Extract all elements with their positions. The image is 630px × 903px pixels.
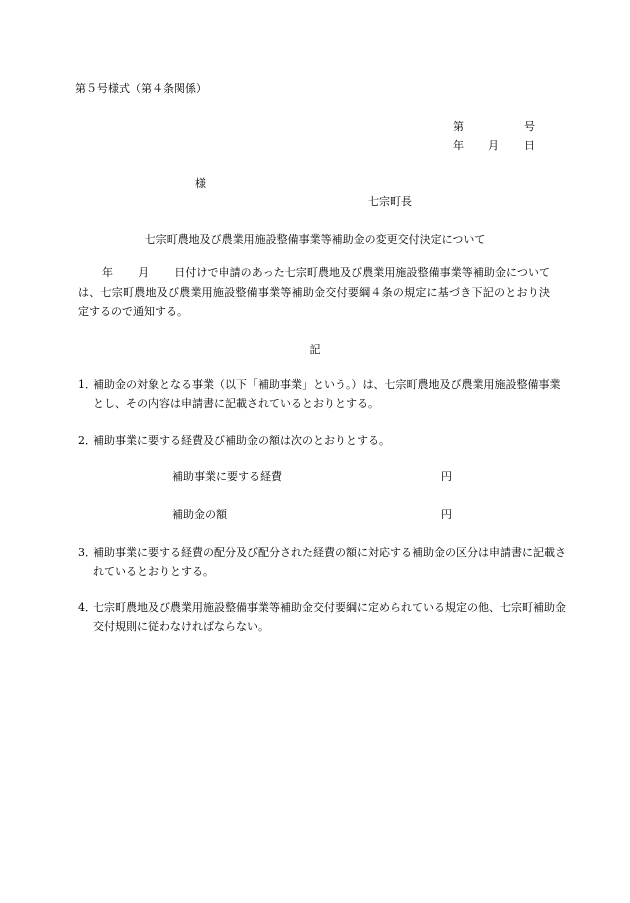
item-text: 補助事業に要する経費及び補助金の額は次のとおりとする。 [93, 434, 390, 447]
item-number: 2． [78, 434, 96, 447]
body-month: 月 [138, 266, 150, 279]
amount-label: 補助事業に要する経費 [172, 470, 282, 483]
sender: 七宗町長 [368, 195, 412, 208]
amount-label: 補助金の額 [172, 508, 227, 521]
document-number-suffix: 号 [524, 120, 535, 133]
date-day: 日 [524, 139, 535, 152]
item-number: 3． [78, 546, 96, 559]
date-month: 月 [488, 139, 499, 152]
list-item [78, 431, 571, 450]
document-title: 七宗町農地及び農業用施設整備事業等補助金の変更交付決定について [144, 233, 486, 246]
addressee: 様 [195, 177, 206, 190]
item-text: 補助事業に要する経費の配分及び配分された経費の額に対応する補助金の区分は申請書に記載されているとおりとする。 [93, 546, 566, 578]
item-text: 補助金の対象となる事業（以下「補助事業」という。）は、七宗町農地及び農業用施設整備事業とし、その内容は申請書に記載されているとおりとする。 [93, 378, 561, 410]
item-number: 1． [78, 378, 96, 391]
amount-unit: 円 [441, 508, 452, 521]
date-year: 年 [453, 139, 464, 152]
document-number-prefix: 第 [453, 120, 464, 133]
list-item [78, 598, 571, 636]
ki-heading: 記 [309, 343, 321, 356]
form-label: 第５号様式（第４条関係） [75, 82, 207, 95]
amount-unit: 円 [441, 470, 452, 483]
body-year: 年 [102, 266, 114, 279]
body-paragraph [78, 263, 550, 322]
list-item [78, 375, 571, 413]
item-number: 4． [78, 601, 96, 614]
list-item [78, 543, 571, 581]
item-text: 七宗町農地及び農業用施設整備事業等補助金交付要綱に定められている規定の他、七宗町補助金交付規則に従わなければならない。 [93, 601, 566, 633]
body-text: 日付けで申請のあった七宗町農地及び農業用施設整備事業等補助金については、七宗町農地及び農業用施設整備事業等補助金交付要綱４条の規定に基づき下記のとおり決定するので通知する。 [78, 266, 551, 318]
